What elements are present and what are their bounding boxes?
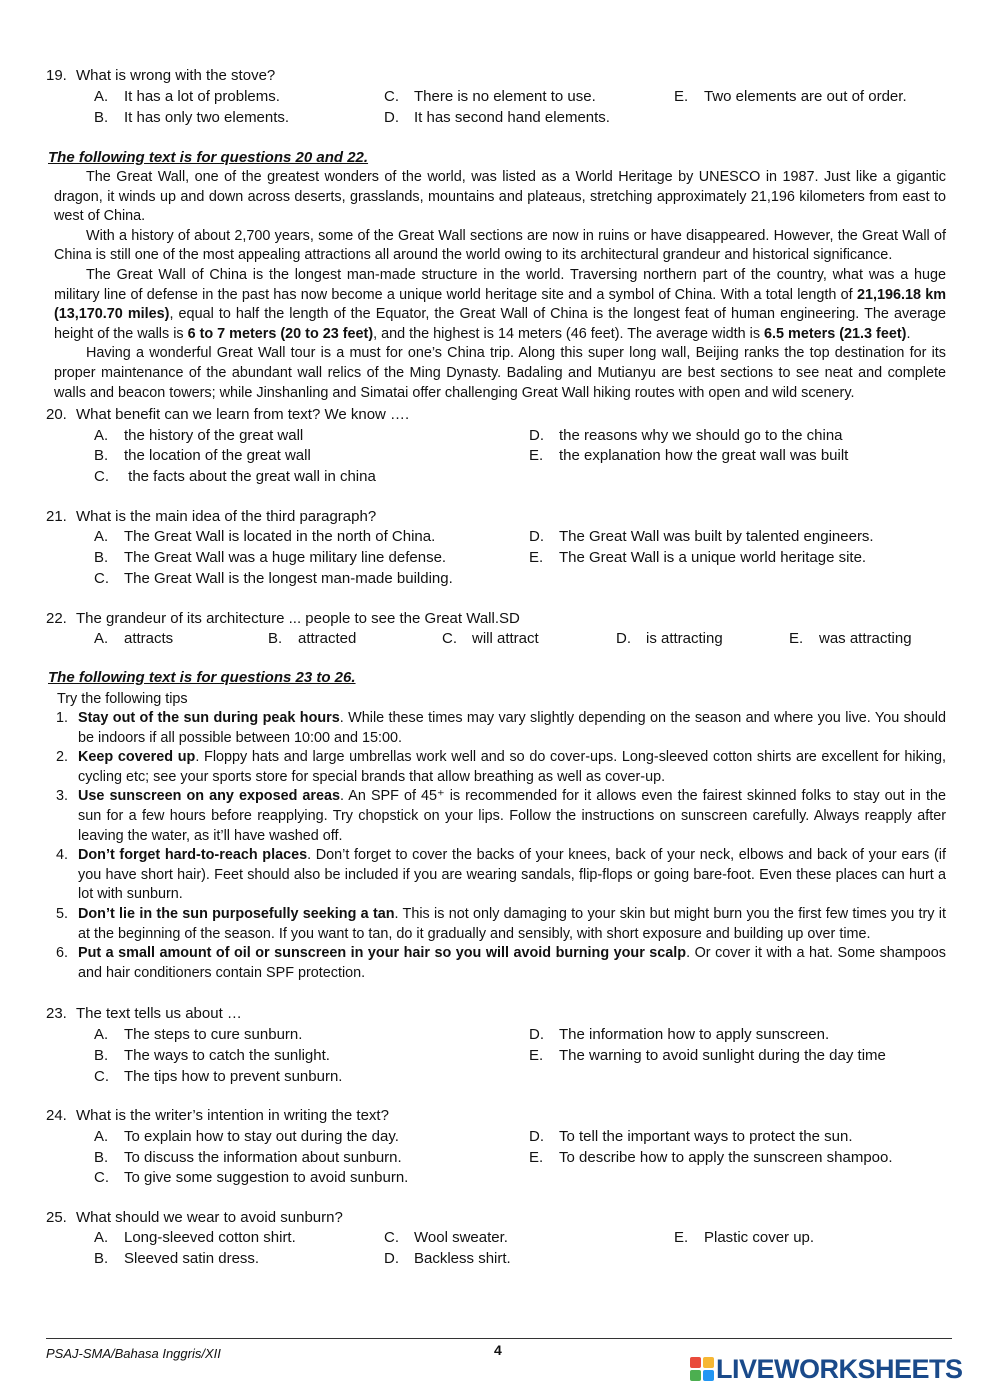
tip-number: 3. bbox=[56, 788, 69, 805]
question-24-text: What is the writer’s intention in writing the text? bbox=[76, 1107, 389, 1124]
option-text: Wool sweater. bbox=[414, 1229, 508, 1246]
q24-option-a[interactable] bbox=[94, 1127, 399, 1147]
question-20-text: What benefit can we learn from text? We know …. bbox=[76, 406, 410, 423]
option-letter: E. bbox=[529, 1149, 544, 1166]
tip-heading: Stay out of the sun during peak hours bbox=[78, 710, 340, 726]
option-text: The Great Wall was built by talented engineers. bbox=[559, 528, 874, 545]
option-letter: A. bbox=[94, 630, 109, 647]
option-letter: E. bbox=[529, 1047, 544, 1064]
tip-number: 1. bbox=[56, 710, 69, 726]
option-text: There is no element to use. bbox=[414, 88, 596, 105]
option-letter: C. bbox=[384, 1229, 399, 1246]
option-text: The warning to avoid sunlight during the day time bbox=[559, 1047, 886, 1064]
option-letter: A. bbox=[94, 1026, 109, 1043]
option-letter: B. bbox=[94, 1250, 109, 1267]
tips-list bbox=[46, 709, 946, 983]
question-23-number: 23. bbox=[46, 1005, 67, 1022]
option-text: To tell the important ways to protect the sun. bbox=[559, 1128, 853, 1145]
section-title-sunburn-tips: The following text is for questions 23 to 26. bbox=[48, 669, 356, 686]
tip-body: . Floppy hats and large umbrellas work well and so do cover-ups. Long-sleeved cotton shirts are excellent for hiking, cycling etc; see your sports store for special brands that allow breathing as well as cover-up. bbox=[78, 749, 946, 785]
footer-divider bbox=[46, 1338, 952, 1339]
option-text: The information how to apply sunscreen. bbox=[559, 1026, 830, 1043]
option-letter: C. bbox=[442, 630, 457, 647]
logo-square bbox=[690, 1357, 701, 1368]
option-letter: E. bbox=[674, 1229, 689, 1246]
tip-body: . An SPF of 45⁺ is recommended for it allows even the fairest skinned folks to stay out in the sun for a few hours before reapplying. Try chopstick on your lips. Follow the instructions on sunscreen carefully. Always reapply after leaving the water, as it’ll have washed off. bbox=[78, 788, 946, 844]
option-text: attracts bbox=[124, 630, 174, 647]
tip-number: 4. bbox=[56, 847, 69, 864]
tip-item bbox=[46, 787, 946, 846]
q22-option-d[interactable] bbox=[616, 629, 723, 649]
footer-course-label: PSAJ-SMA/Bahasa Inggris/XII bbox=[46, 1346, 221, 1361]
tip-number: 5. bbox=[56, 905, 69, 922]
q20-option-c[interactable] bbox=[94, 467, 376, 487]
tip-body: . Or cover it with a hat. Some shampoos and hair conditioners contain SPF protection. bbox=[78, 945, 946, 981]
option-letter: A. bbox=[94, 1128, 109, 1145]
q23-option-b[interactable] bbox=[94, 1046, 330, 1066]
q23-option-e[interactable] bbox=[529, 1046, 886, 1066]
option-letter: A. bbox=[94, 427, 109, 444]
option-text: is attracting bbox=[646, 630, 723, 647]
tip-item bbox=[46, 905, 946, 944]
passage-paragraph-2: With a history of about 2,700 years, some of the Great Wall sections are now in ruins or have disappeared. However, the Great Wall of China is still one of the most appealing attractions all around the world owing to its architectural grandeur and historical significance. bbox=[54, 227, 946, 264]
option-letter: C. bbox=[94, 570, 109, 587]
option-text: The Great Wall was a huge military line defense. bbox=[124, 549, 447, 566]
option-letter: D. bbox=[529, 1128, 544, 1145]
q19-option-c[interactable] bbox=[384, 87, 596, 107]
tip-number: 2. bbox=[56, 749, 69, 766]
option-letter: D. bbox=[529, 528, 544, 545]
option-letter: E. bbox=[529, 549, 544, 566]
option-letter: B. bbox=[94, 1047, 109, 1064]
option-text: The Great Wall is a unique world heritage site. bbox=[559, 549, 867, 566]
question-24-number: 24. bbox=[46, 1107, 67, 1124]
question-22-text: The grandeur of its architecture ... people to see the Great Wall.SD bbox=[76, 610, 520, 627]
q19-option-b[interactable] bbox=[94, 108, 289, 128]
option-letter: A. bbox=[94, 528, 109, 545]
q21-option-b[interactable] bbox=[94, 548, 446, 568]
q19-option-d[interactable] bbox=[384, 108, 610, 128]
option-text: The ways to catch the sunlight. bbox=[124, 1047, 330, 1064]
question-25-text: What should we wear to avoid sunburn? bbox=[76, 1209, 343, 1226]
q25-option-e[interactable] bbox=[674, 1228, 814, 1248]
q22-option-a[interactable] bbox=[94, 629, 173, 649]
p3-bold-length: 21,196.18 km (13,170.70 miles) bbox=[54, 286, 947, 323]
option-letter: C. bbox=[94, 468, 109, 485]
option-letter: A. bbox=[94, 88, 109, 105]
q25-option-b[interactable] bbox=[94, 1249, 259, 1269]
option-text: The steps to cure sunburn. bbox=[124, 1026, 303, 1043]
option-letter: B. bbox=[94, 1149, 109, 1166]
question-19-number: 19. bbox=[46, 67, 67, 84]
question-25-number: 25. bbox=[46, 1209, 67, 1226]
q21-option-c[interactable] bbox=[94, 569, 453, 589]
option-text: It has a lot of problems. bbox=[124, 88, 280, 105]
option-text: The Great Wall is the longest man-made building. bbox=[124, 570, 453, 587]
q20-option-d[interactable] bbox=[529, 426, 843, 446]
option-text: Two elements are out of order. bbox=[704, 88, 907, 105]
option-letter: C. bbox=[94, 1068, 109, 1085]
option-text: the reasons why we should go to the china bbox=[559, 427, 843, 444]
option-text: Backless shirt. bbox=[414, 1250, 511, 1267]
option-letter: B. bbox=[94, 549, 109, 566]
question-19-text: What is wrong with the stove? bbox=[76, 67, 276, 84]
q25-option-a[interactable] bbox=[94, 1228, 296, 1248]
option-letter: D. bbox=[616, 630, 631, 647]
option-text: The Great Wall is located in the north of China. bbox=[124, 528, 436, 545]
q22-option-c[interactable] bbox=[442, 629, 539, 649]
logo-square bbox=[703, 1370, 714, 1381]
page-number: 4 bbox=[494, 1342, 502, 1358]
tip-item bbox=[46, 709, 946, 748]
option-letter: D. bbox=[384, 1250, 399, 1267]
q22-option-e[interactable] bbox=[789, 629, 912, 649]
option-text: will attract bbox=[472, 630, 539, 647]
tip-item bbox=[46, 944, 946, 983]
option-letter: E. bbox=[674, 88, 689, 105]
q24-option-c[interactable] bbox=[94, 1168, 408, 1188]
liveworksheets-logo-text: LIVEWORKSHEETS bbox=[716, 1353, 963, 1384]
option-letter: C. bbox=[94, 1169, 109, 1186]
liveworksheets-logo-icon bbox=[690, 1357, 714, 1381]
option-text: It has second hand elements. bbox=[414, 109, 610, 126]
great-wall-passage bbox=[54, 168, 946, 403]
question-21-text: What is the main idea of the third paragraph? bbox=[76, 508, 377, 525]
q23-option-c[interactable] bbox=[94, 1067, 342, 1087]
p3-text: The Great Wall of China is the longest man-made structure in the world. Traversing northern part of the country, what was a huge military line of defense in the past has now become a unique world heritage site and a symbol of China. With a total length of bbox=[54, 266, 946, 303]
q25-option-d[interactable] bbox=[384, 1249, 511, 1269]
option-letter: B. bbox=[94, 447, 109, 464]
q23-option-a[interactable] bbox=[94, 1025, 302, 1045]
q21-option-e[interactable] bbox=[529, 548, 866, 568]
option-letter: C. bbox=[384, 88, 399, 105]
option-letter: B. bbox=[268, 630, 283, 647]
option-text: The tips how to prevent sunburn. bbox=[124, 1068, 343, 1085]
logo-square bbox=[690, 1370, 701, 1381]
q25-option-c[interactable] bbox=[384, 1228, 508, 1248]
option-text: was attracting bbox=[819, 630, 912, 647]
option-letter: D. bbox=[529, 1026, 544, 1043]
question-21-number: 21. bbox=[46, 508, 67, 525]
tip-item bbox=[46, 748, 946, 787]
tip-body: . While these times may vary slightly depending on the season and where you live. You should be indoors if all possible between 10:00 and 15:00. bbox=[78, 710, 946, 746]
p3-text: , and the highest is 14 meters (46 feet). The average width is bbox=[373, 325, 765, 342]
option-text: To give some suggestion to avoid sunburn. bbox=[124, 1169, 409, 1186]
q21-option-a[interactable] bbox=[94, 527, 435, 547]
liveworksheets-logo[interactable] bbox=[690, 1354, 963, 1384]
q22-option-b[interactable] bbox=[268, 629, 356, 649]
option-text: Plastic cover up. bbox=[704, 1229, 815, 1246]
tip-body: . Don’t forget to cover the backs of your knees, back of your neck, elbows and back of your ears (if you have short hair). Feet should also be included if you are wearing sandals, flip-flops or going bare-foot. Even these places can hurt a lot with sunburn. bbox=[78, 847, 946, 903]
option-letter: A. bbox=[94, 1229, 109, 1246]
question-20-number: 20. bbox=[46, 406, 67, 423]
tip-heading: Keep covered up bbox=[78, 749, 196, 766]
q23-option-d[interactable] bbox=[529, 1025, 829, 1045]
passage-paragraph-1: The Great Wall, one of the greatest wonders of the world, was listed as a World Heritage by UNESCO in 1987. Just like a gigantic dragon, it winds up and down across deserts, grasslands, mountains and plateaus, stretching approximately 21,196 kilometers from east to west of China. bbox=[54, 169, 946, 225]
q20-option-e[interactable] bbox=[529, 446, 848, 466]
option-text: the history of the great wall bbox=[124, 427, 304, 444]
q20-option-a[interactable] bbox=[94, 426, 303, 446]
q19-option-a[interactable] bbox=[94, 87, 280, 107]
passage-paragraph-4: Having a wonderful Great Wall tour is a must for one’s China trip. Along this super long wall, Beijing ranks the top destination for its proper maintenance of the abundant wall relics of the Ming Dynasty. Badaling and Mutianyu are best sections to see neat and complete walls and beacon towers; while Jinshanling and Simatai offer challenging Great Wall hiking routes with open and wild scenery. bbox=[54, 345, 946, 401]
option-text: attracted bbox=[298, 630, 357, 647]
tip-number: 6. bbox=[56, 945, 69, 962]
q24-option-d[interactable] bbox=[529, 1127, 852, 1147]
option-text: Long-sleeved cotton shirt. bbox=[124, 1229, 296, 1246]
tips-intro: Try the following tips bbox=[57, 691, 188, 707]
p3-text: , equal to half the length of the Equator, the Great Wall of China is the longest feat of human engineering. The average height of the walls is bbox=[54, 306, 946, 342]
option-letter: E. bbox=[789, 630, 804, 647]
section-title-great-wall: The following text is for questions 20 and 22. bbox=[48, 149, 369, 166]
q24-option-e[interactable] bbox=[529, 1148, 893, 1168]
p3-text: . bbox=[906, 325, 911, 342]
question-23-text: The text tells us about … bbox=[76, 1005, 242, 1022]
option-letter: D. bbox=[529, 427, 544, 444]
option-text: To describe how to apply the sunscreen shampoo. bbox=[559, 1149, 893, 1166]
option-letter: B. bbox=[94, 109, 109, 126]
p3-bold-height: 6 to 7 meters (20 to 23 feet) bbox=[187, 325, 374, 342]
tip-heading: Use sunscreen on any exposed areas bbox=[78, 788, 341, 805]
q21-option-d[interactable] bbox=[529, 527, 874, 547]
option-text: the explanation how the great wall was built bbox=[559, 447, 849, 464]
option-text: Sleeved satin dress. bbox=[124, 1250, 260, 1267]
q24-option-b[interactable] bbox=[94, 1148, 402, 1168]
option-letter: D. bbox=[384, 109, 399, 126]
logo-square bbox=[703, 1357, 714, 1368]
tip-heading: Don’t lie in the sun purposefully seeking a tan bbox=[78, 905, 395, 922]
option-letter: E. bbox=[529, 447, 544, 464]
tip-heading: Put a small amount of oil or sunscreen in your hair so you will avoid burning your scalp bbox=[78, 945, 687, 962]
question-22-number: 22. bbox=[46, 610, 67, 627]
tip-body: . This is not only damaging to your skin but might burn you the first few times you try it at the beginning of the season. If you want to tan, do it gradually and sensibly, with short exposure and building up over time. bbox=[78, 905, 946, 942]
q19-option-e[interactable] bbox=[674, 87, 907, 107]
option-text: It has only two elements. bbox=[124, 109, 290, 126]
option-text: the facts about the great wall in china bbox=[124, 468, 376, 485]
passage-paragraph-3 bbox=[54, 266, 946, 344]
q20-option-b[interactable] bbox=[94, 446, 311, 466]
p3-bold-width: 6.5 meters (21.3 feet) bbox=[764, 325, 907, 342]
tip-item bbox=[46, 846, 946, 905]
option-text: the location of the great wall bbox=[124, 447, 311, 464]
tip-heading: Don’t forget hard-to-reach places bbox=[78, 847, 308, 864]
option-text: To explain how to stay out during the day. bbox=[124, 1128, 399, 1145]
option-text: To discuss the information about sunburn. bbox=[124, 1149, 402, 1166]
